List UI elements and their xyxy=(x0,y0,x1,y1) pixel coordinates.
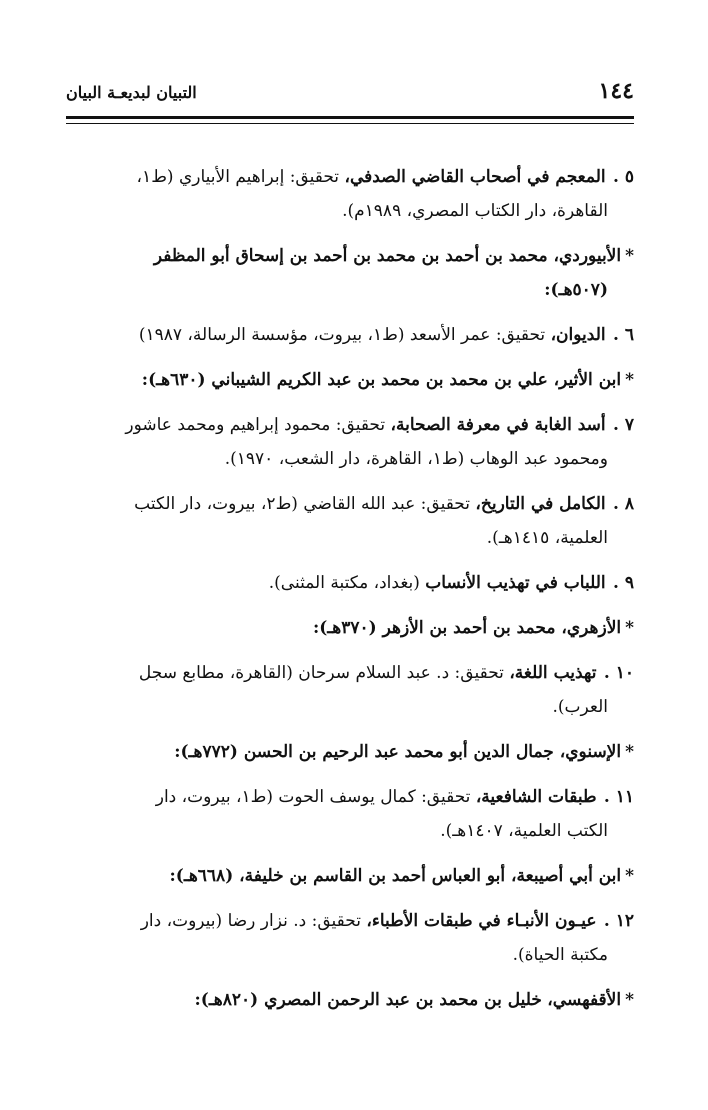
entry-title: الكامل في التاريخ، xyxy=(475,494,606,514)
entry-5: ٥ . المعجم في أصحاب القاضي الصدفي، تحقيق: إبراهيم الأبياري (ط١، القاهرة، دار الكتاب المصري، ١٩٨٩م). xyxy=(136,167,634,221)
entry-title: المعجم في أصحاب القاضي الصدفي، xyxy=(344,167,606,187)
entry-10: ١٠ . تهذيب اللغة، تحقيق: د. عبد السلام سرحان (القاهرة، مطابع سجل العرب). xyxy=(138,663,634,717)
entry-title: عيـون الأنبـاء في طبقات الأطباء، xyxy=(366,911,597,931)
entry-6: ٦ . الديوان، تحقيق: عمر الأسعد (ط١، بيروت، مؤسسة الرسالة، ١٩٨٧) xyxy=(138,325,634,345)
bibliography-list xyxy=(66,160,634,1028)
asterisk-mark: * xyxy=(625,866,634,886)
running-title: التبيان لبديعـة البيان xyxy=(66,83,197,102)
entry-7: ٧ . أسد الغابة في معرفة الصحابة، تحقيق: محمود إبراهيم ومحمد عاشور ومحمود عبد الوهاب (ط١، القاهرة، دار الشعب، ١٩٧٠). xyxy=(125,415,634,469)
page-header xyxy=(66,76,634,108)
author-heading-abiwardi: *الأبيوردي، محمد بن أحمد بن محمد بن أحمد بن إسحاق أبو المظفر (٥٠٧هـ): xyxy=(153,246,634,300)
entry-9: ٩ . اللباب في تهذيب الأنساب (بغداد، مكتبة المثنى). xyxy=(268,573,634,593)
entry-12: ١٢ . عيـون الأنبـاء في طبقات الأطباء، تحقيق: د. نزار رضا (بيروت، دار مكتبة الحياة). xyxy=(140,911,634,965)
author-heading-azhari: *الأزهري، محمد بن أحمد بن الأزهر (٣٧٠هـ): xyxy=(312,618,634,638)
entry-title: طبقات الشافعية، xyxy=(475,787,597,807)
asterisk-mark: * xyxy=(625,246,634,266)
entry-title: الديوان، xyxy=(550,325,606,345)
author-heading-isnawi: *الإسنوي، جمال الدين أبو محمد عبد الرحيم بن الحسن (٧٧٢هـ): xyxy=(174,742,634,762)
entry-title: اللباب في تهذيب الأنساب xyxy=(425,573,606,593)
header-rule-thick xyxy=(66,116,634,119)
header-rule-thin xyxy=(66,123,634,124)
author-heading-usaybia: *ابن أبي أصيبعة، أبو العباس أحمد بن القاسم بن خليفة، (٦٦٨هـ): xyxy=(169,866,634,886)
page-number: ١٤٤ xyxy=(598,78,634,104)
entry-11: ١١ . طبقات الشافعية، تحقيق: كمال يوسف الحوت (ط١، بيروت، دار الكتب العلمية، ١٤٠٧هـ). xyxy=(155,787,634,841)
asterisk-mark: * xyxy=(625,370,634,390)
asterisk-mark: * xyxy=(625,742,634,762)
asterisk-mark: * xyxy=(625,990,634,1010)
entry-title: تهذيب اللغة، xyxy=(509,663,597,683)
author-heading-athir: *ابن الأثير، علي بن محمد بن محمد بن عبد الكريم الشيباني (٦٣٠هـ): xyxy=(141,370,634,390)
asterisk-mark: * xyxy=(625,618,634,638)
entry-title: أسد الغابة في معرفة الصحابة، xyxy=(390,415,606,435)
author-heading-aqfahsi: *الأقفهسي، خليل بن محمد بن عبد الرحمن المصري (٨٢٠هـ): xyxy=(194,990,634,1010)
entry-8: ٨ . الكامل في التاريخ، تحقيق: عبد الله القاضي (ط٢، بيروت، دار الكتب العلمية، ١٤١٥هـ). xyxy=(134,494,634,548)
